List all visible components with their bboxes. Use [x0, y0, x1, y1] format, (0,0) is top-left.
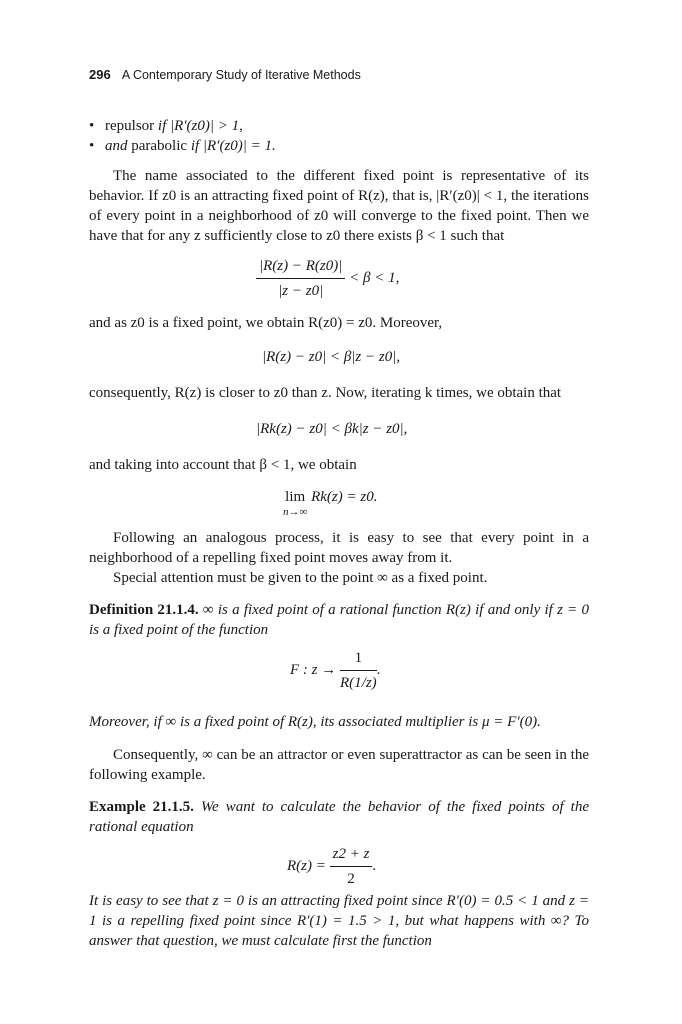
paragraph-5: Following an analogous process, it is easy to see that every point in a neighborhood of a repelling fixed point moves away from it. [89, 530, 589, 566]
bullet-condition: if |R′(z0)| = 1. [190, 138, 276, 154]
bullet-repulsor: • repulsor if |R′(z0)| > 1, [89, 118, 243, 134]
eq4-lim: lim [285, 489, 306, 505]
eq6-lhs: R(z) = [287, 857, 326, 874]
eq5-lhs: F : z → [290, 661, 337, 678]
paragraph-2: and as z0 is a fixed point, we obtain R(z0) = z0. Moreover, [89, 315, 443, 331]
eq6-denominator: 2 [347, 871, 355, 887]
definition-after [89, 712, 589, 732]
example-text: We want to calculate the behavior of the fixed points of the rational equation [89, 799, 590, 835]
eq5-numerator: 1 [340, 648, 377, 671]
paragraph-6: Special attention must be given to the point ∞ as a fixed point. [113, 570, 488, 586]
paragraph-3: consequently, R(z) is closer to z0 than z. Now, iterating k times, we obtain that [89, 385, 562, 401]
running-header [89, 65, 361, 85]
eq1-denominator: |z − z0| [278, 283, 324, 299]
equation-3: |Rk(z) − z0| < βk|z − z0|, [256, 421, 408, 437]
bullet-condition: if |R′(z0)| > 1, [157, 118, 243, 134]
example-block [89, 797, 589, 837]
definition-label: Definition 21.1.4. [89, 602, 199, 618]
multiplier-text: Moreover, if ∞ is a fixed point of R(z), its associated multiplier is μ = F′(0). [89, 714, 541, 730]
equation-4 [283, 487, 377, 518]
equation-5: F : z → $\frac{1}{R(1/z)}$ . [290, 650, 381, 691]
bullet-and: and [105, 138, 128, 154]
paragraph-7: Consequently, ∞ can be an attractor or even superattractor as can be seen in the following example. [89, 747, 589, 783]
eq4-subscript: n→∞ [283, 506, 308, 518]
example-discussion: It is easy to see that z = 0 is an attracting fixed point since R′(0) = 0.5 < 1 and z = 1 is a repelling fixed point since R′(1) = 1.5 > 1, but what happens with ∞? To answer that question, we must calculate first the function [89, 893, 589, 949]
eq1-numerator: |R(z) − R(z0)| [256, 256, 345, 279]
page-number: 296 [89, 67, 111, 82]
eq6-numerator: z2 + z [330, 844, 373, 867]
bullet-term: parabolic [131, 138, 188, 154]
bullet-parabolic: • and parabolic if |R′(z0)| = 1. [89, 138, 276, 154]
paragraph-4: and taking into account that β < 1, we obtain [89, 457, 357, 473]
equation-1 [256, 256, 399, 301]
bullet-term: repulsor [105, 118, 155, 134]
eq4-rhs: Rk(z) = z0. [311, 489, 378, 505]
equation-2: |R(z) − z0| < β|z − z0|, [262, 349, 401, 365]
paragraph-1: The name associated to the different fixed point is representative of its behavior. If z0 is an attracting fixed point of R(z), that is, |R′(z0)| < 1, the iterations of every point in a neighborhood of z0 will converge to the fixed point. Then we have that for any z sufficiently close to z0 there exists β < 1 such that [89, 168, 589, 244]
eq5-denominator: R(1/z) [340, 675, 377, 691]
example-label: Example 21.1.5. [89, 799, 194, 815]
definition-text: ∞ is a fixed point of a rational function R(z) if and only if z = 0 is a fixed point of the function [89, 602, 590, 638]
definition-block [89, 600, 589, 640]
book-title: A Contemporary Study of Iterative Methods [121, 68, 361, 82]
eq1-rhs: < β < 1, [349, 269, 400, 286]
example-after [89, 891, 589, 951]
equation-6: R(z) = $\frac{z2 + z}{2}$ . [287, 846, 377, 887]
